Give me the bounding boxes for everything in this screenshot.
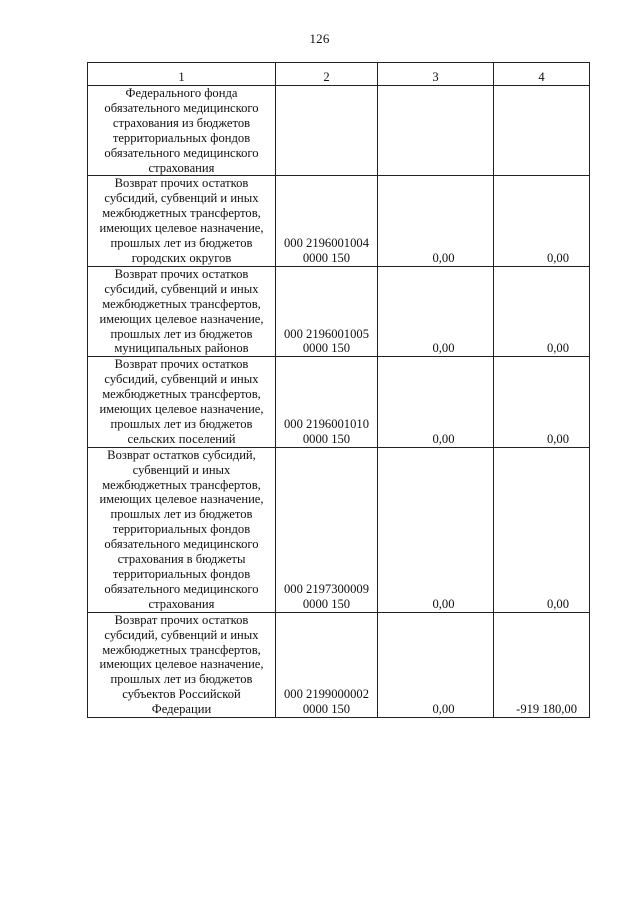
row-col3-cell: 0,00 bbox=[378, 357, 494, 447]
row-code-cell bbox=[276, 447, 378, 612]
row-col4-cell: 0,00 bbox=[494, 176, 590, 266]
header-col-3: 3 bbox=[378, 63, 494, 86]
code-line-1: 000 2196001004 bbox=[283, 236, 369, 251]
table-row bbox=[88, 176, 590, 266]
row-code-cell bbox=[276, 266, 378, 356]
table-header-row bbox=[88, 63, 590, 86]
row-col3-cell bbox=[378, 86, 494, 176]
table-row bbox=[88, 357, 590, 447]
code-line-1: 000 2197300009 bbox=[283, 581, 369, 596]
row-col3-cell: 0,00 bbox=[378, 447, 494, 612]
header-col-4: 4 bbox=[494, 63, 590, 86]
row-code-cell bbox=[276, 176, 378, 266]
budget-table bbox=[87, 62, 590, 718]
header-col-2: 2 bbox=[276, 63, 378, 86]
row-code-cell bbox=[276, 357, 378, 447]
row-col4-cell: 0,00 bbox=[494, 447, 590, 612]
code-line-2: 0000 150 bbox=[302, 341, 351, 356]
row-col3-cell: 0,00 bbox=[378, 176, 494, 266]
header-col-1: 1 bbox=[88, 63, 276, 86]
row-col4-cell: 0,00 bbox=[494, 266, 590, 356]
row-col4-cell: 0,00 bbox=[494, 357, 590, 447]
row-name-cell: Федерального фонда обязательного медицинского страхования из бюджетов территориальных фондов обязательного медицинского страхования bbox=[88, 86, 276, 176]
row-col3-cell: 0,00 bbox=[378, 266, 494, 356]
code-line-1: 000 2196001010 bbox=[283, 416, 369, 431]
page-number: 126 bbox=[309, 31, 330, 46]
code-line-2: 0000 150 bbox=[302, 596, 351, 611]
code-line-1: 000 2196001005 bbox=[283, 326, 369, 341]
row-name-cell: Возврат остатков субсидий, субвенций и иных межбюджетных трансфертов, имеющих целевое назначение, прошлых лет из бюджетов территориальных фондов обязательного медицинского страхования в бюджеты территориальных фондов обязательного медицинского страхования bbox=[88, 447, 276, 612]
code-line-2: 0000 150 bbox=[302, 702, 351, 717]
code-line-2: 0000 150 bbox=[302, 250, 351, 265]
table-row bbox=[88, 447, 590, 612]
row-name-cell: Возврат прочих остатков субсидий, субвенций и иных межбюджетных трансфертов, имеющих целевое назначение, прошлых лет из бюджетов субъектов Российской Федерации bbox=[88, 612, 276, 717]
table-row bbox=[88, 86, 590, 176]
table-row bbox=[88, 612, 590, 717]
row-col3-cell: 0,00 bbox=[378, 612, 494, 717]
row-name-cell: Возврат прочих остатков субсидий, субвенций и иных межбюджетных трансфертов, имеющих целевое назначение, прошлых лет из бюджетов городских округов bbox=[88, 176, 276, 266]
table-row bbox=[88, 266, 590, 356]
row-col4-cell bbox=[494, 86, 590, 176]
row-name-cell: Возврат прочих остатков субсидий, субвенций и иных межбюджетных трансфертов, имеющих целевое назначение, прошлых лет из бюджетов муниципальных районов bbox=[88, 266, 276, 356]
row-col4-cell: -919 180,00 bbox=[494, 612, 590, 717]
code-line-1: 000 2199000002 bbox=[283, 687, 369, 702]
code-line-2: 0000 150 bbox=[302, 431, 351, 446]
row-code-cell bbox=[276, 612, 378, 717]
row-name-cell: Возврат прочих остатков субсидий, субвенций и иных межбюджетных трансфертов, имеющих целевое назначение, прошлых лет из бюджетов сельских поселений bbox=[88, 357, 276, 447]
row-code-cell bbox=[276, 86, 378, 176]
